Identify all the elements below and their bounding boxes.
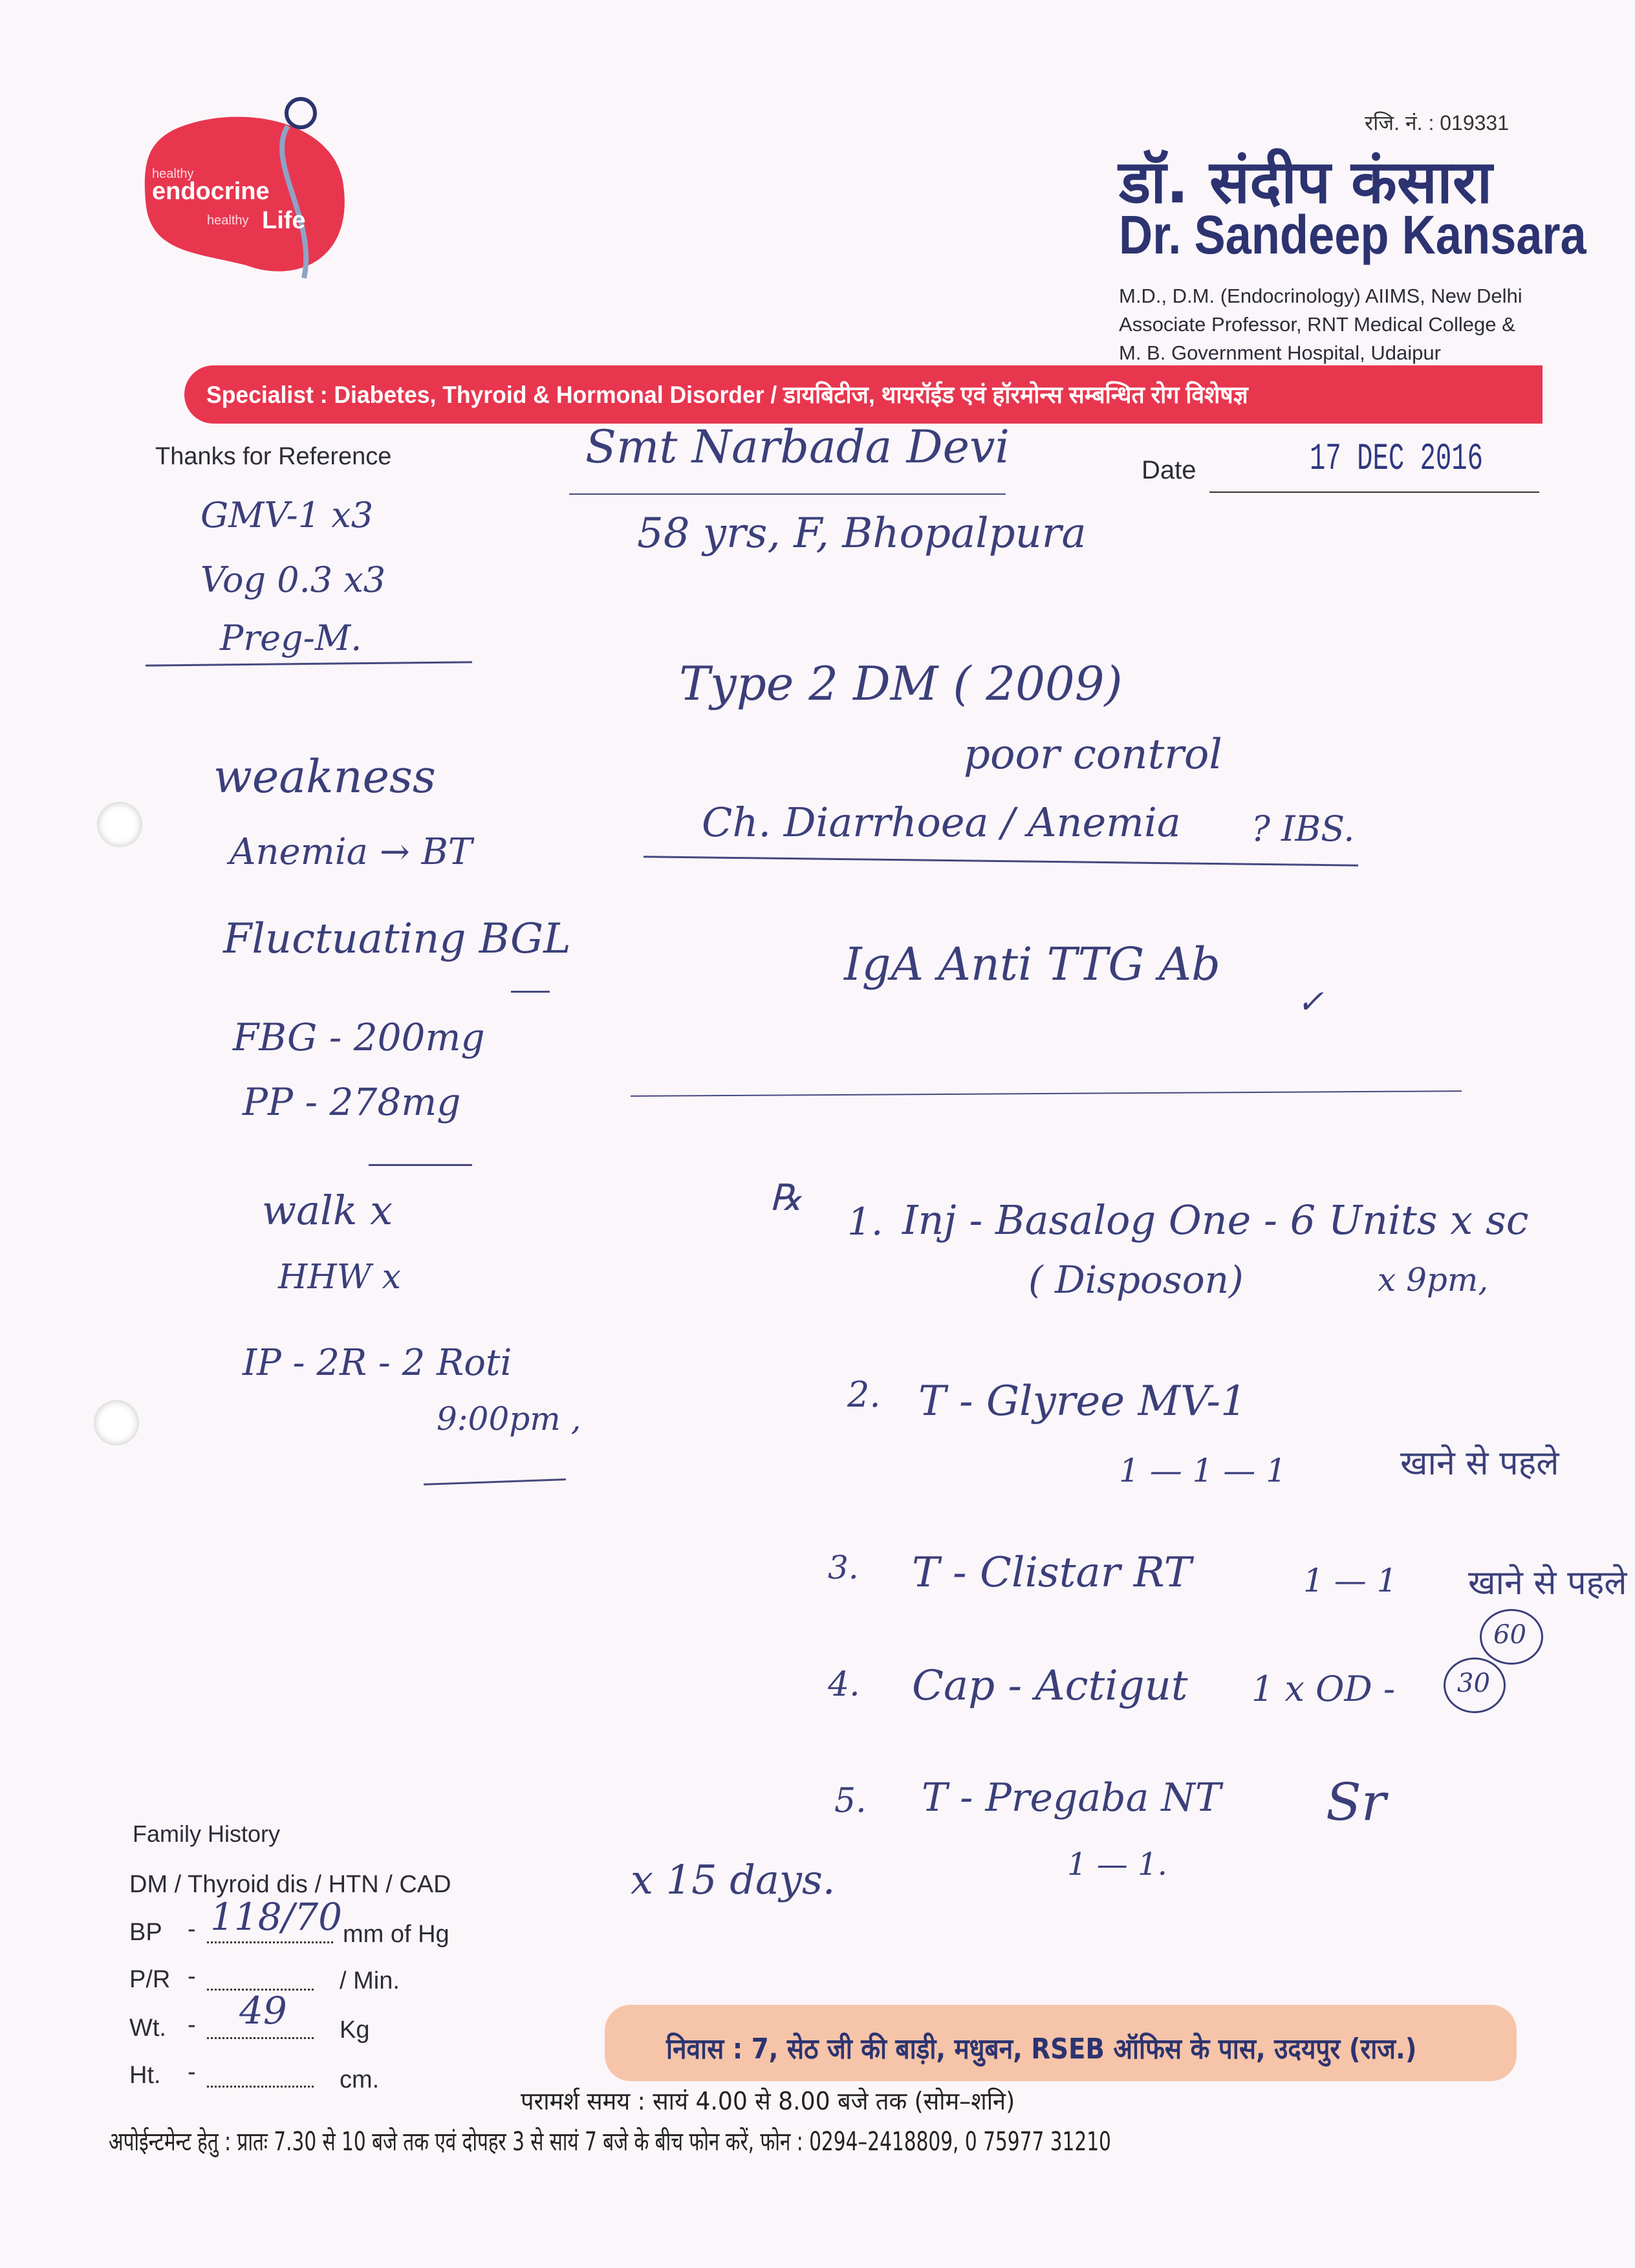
thanks-for-reference-label: Thanks for Reference bbox=[155, 443, 392, 470]
family-history-items: DM / Thyroid dis / HTN / CAD bbox=[129, 1871, 451, 1898]
ht-dash: - bbox=[188, 2058, 196, 2086]
family-history-label: Family History bbox=[133, 1820, 281, 1847]
quantity-circle-value: 60 bbox=[1493, 1620, 1526, 1650]
quantity-circle-value: 30 bbox=[1457, 1669, 1490, 1698]
note-divider bbox=[146, 661, 472, 666]
logo-small-text: healthy bbox=[207, 213, 249, 228]
rx-line: Cap - Actigut bbox=[912, 1662, 1188, 1710]
note-drug: Preg-M. bbox=[220, 618, 362, 658]
note-drug: GMV-1 x3 bbox=[200, 495, 374, 535]
rx-number: 5. bbox=[834, 1782, 867, 1820]
rx-symbol: ℞ bbox=[770, 1177, 803, 1219]
ht-line bbox=[207, 2086, 314, 2088]
rx-number: 1. bbox=[847, 1200, 883, 1244]
wt-value: 49 bbox=[239, 1989, 287, 2033]
clinic-logo bbox=[136, 91, 356, 304]
note-complaint: Anemia → BT bbox=[230, 831, 473, 873]
patient-name-line bbox=[569, 493, 1006, 495]
rx-line: T - Clistar RT bbox=[912, 1549, 1192, 1597]
patient-info: 58 yrs, F, Bhopalpura bbox=[637, 510, 1087, 557]
rx-sub: 1 — 1. bbox=[1067, 1846, 1167, 1883]
date-stamp: 17 DEC 2016 bbox=[1310, 438, 1484, 481]
pr-label: P/R bbox=[129, 1966, 171, 1993]
tick-mark: ✓ bbox=[1297, 983, 1324, 1021]
date-label: Date bbox=[1142, 456, 1196, 484]
note-walk: walk x bbox=[262, 1187, 393, 1234]
quantity-circle bbox=[1480, 1609, 1543, 1665]
date-line bbox=[1209, 491, 1539, 493]
note-drug: Vog 0.3 x3 bbox=[200, 559, 386, 600]
rx-line: Inj - Basalog One - 6 Units x sc bbox=[902, 1196, 1529, 1244]
logo-small-text: healthy bbox=[152, 167, 194, 181]
note-complaint: weakness bbox=[213, 750, 436, 803]
patient-name: Smt Narbada Devi bbox=[585, 420, 1010, 473]
qualification-line: M. B. Government Hospital, Udaipur bbox=[1119, 341, 1441, 364]
qualification-line: M.D., D.M. (Endocrinology) AIIMS, New Delhi bbox=[1119, 285, 1522, 307]
doctor-signature: Sr bbox=[1326, 1772, 1387, 1832]
wt-dash: - bbox=[188, 2011, 196, 2038]
bp-label: BP bbox=[129, 1919, 162, 1946]
rx-line: T - Pregaba NT bbox=[922, 1775, 1221, 1820]
rx-sub: x 9pm, bbox=[1378, 1261, 1489, 1299]
note-underline bbox=[369, 1164, 472, 1166]
rx-number: 3. bbox=[828, 1549, 859, 1586]
rx-sub: ( Disposon) bbox=[1028, 1258, 1244, 1302]
clinic-address: निवास : 7, सेठ जी की बाड़ी, मधुबन, RSEB ऑफिस के पास, उदयपुर (राज.) bbox=[666, 2033, 1417, 2066]
note-divider bbox=[644, 856, 1358, 866]
note-diet: IP - 2R - 2 Roti bbox=[243, 1342, 512, 1384]
punch-hole bbox=[97, 802, 142, 847]
wt-label: Wt. bbox=[129, 2014, 166, 2042]
doctor-name-english: Dr. Sandeep Kansara bbox=[1119, 204, 1586, 265]
bp-dash: - bbox=[188, 1916, 196, 1943]
punch-hole bbox=[94, 1400, 139, 1445]
logo-life-text: Life bbox=[262, 207, 306, 234]
diagnosis-note: poor control bbox=[964, 731, 1222, 779]
bp-value: 118/70 bbox=[210, 1895, 343, 1939]
consultation-timing: परामर्श समय : सायं 4.00 से 8.00 बजे तक (सोम–शनि) bbox=[521, 2087, 1015, 2115]
rx-number: 2. bbox=[847, 1374, 881, 1415]
rx-sub: 1 — 1 — 1 bbox=[1119, 1452, 1287, 1489]
note-underline bbox=[424, 1478, 566, 1485]
note-divider bbox=[631, 1090, 1462, 1097]
pr-dash: - bbox=[188, 1963, 196, 1990]
specialist-text: Specialist : Diabetes, Thyroid & Hormonal Disorder / डायबिटीज, थायरॉईड एवं हॉरमोन्स सम्बन्धित रोग विशेषज्ञ bbox=[206, 382, 1248, 408]
wt-unit: Kg bbox=[340, 2016, 370, 2044]
logo-endocrine-text: endocrine bbox=[152, 178, 270, 205]
rx-sub: 1 — 1 bbox=[1303, 1562, 1398, 1599]
rx-line: T - Glyree MV-1 bbox=[918, 1377, 1247, 1425]
rx-sub: खाने से पहले bbox=[1400, 1444, 1559, 1483]
quantity-circle bbox=[1444, 1658, 1506, 1713]
rx-sub: खाने से पहले bbox=[1468, 1564, 1627, 1603]
rx-duration: x 15 days. bbox=[631, 1856, 836, 1903]
bp-line bbox=[207, 1941, 333, 1943]
test-advised: IgA Anti TTG Ab bbox=[844, 938, 1220, 991]
doctor-name-hindi: डॉ. संदीप कंसारा bbox=[1119, 147, 1493, 217]
diagnosis: Type 2 DM ( 2009) bbox=[679, 656, 1123, 711]
note-pp: PP - 278mg bbox=[243, 1080, 461, 1124]
appointment-info: अपोईन्टमेन्ट हेतु : प्रातः 7.30 से 10 बजे तक एवं दोपहर 3 से सायं 7 बजे के बीच फोन करें, फोन : 0294–2418809, 0 75977 31210 bbox=[109, 2127, 1111, 2157]
wt-line bbox=[207, 2037, 314, 2039]
note-diet-time: 9:00pm , bbox=[437, 1400, 581, 1438]
specialist-banner bbox=[184, 365, 1543, 424]
note-hhw: HHW x bbox=[278, 1258, 401, 1297]
note-complaint: Fluctuating BGL bbox=[223, 915, 571, 963]
symptoms: Ch. Diarrhoea / Anemia bbox=[702, 799, 1181, 846]
symptoms-note: ? IBS. bbox=[1251, 808, 1355, 849]
rx-sub: 1 x OD - bbox=[1251, 1669, 1396, 1709]
note-fbg: FBG - 200mg bbox=[233, 1015, 485, 1059]
qualification-line: Associate Professor, RNT Medical College & bbox=[1119, 313, 1515, 336]
ht-label: Ht. bbox=[129, 2062, 161, 2089]
address-banner bbox=[605, 2005, 1517, 2081]
registration-number: रजि. नं. : 019331 bbox=[1365, 111, 1510, 135]
note-underline bbox=[511, 991, 550, 993]
pr-unit: / Min. bbox=[340, 1967, 400, 1994]
bp-unit: mm of Hg bbox=[343, 1921, 449, 1948]
ht-unit: cm. bbox=[340, 2066, 380, 2093]
rx-number: 4. bbox=[828, 1665, 860, 1704]
